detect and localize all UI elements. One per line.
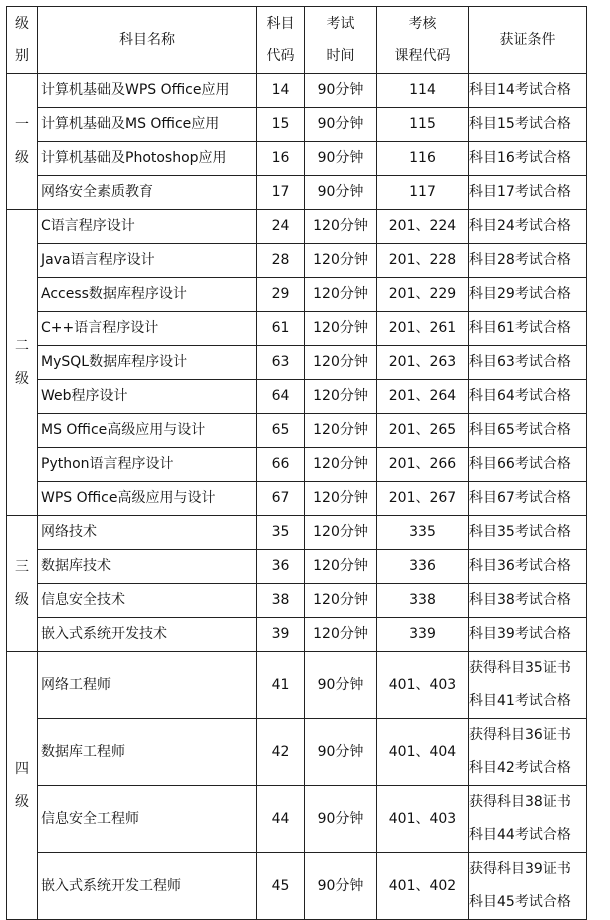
subject-code: 63 — [257, 346, 305, 380]
cert-condition-line: 获得科目36证书 — [469, 727, 571, 743]
subject-name: 信息安全工程师 — [38, 786, 257, 853]
header-condition-line: 获证条件 — [499, 32, 556, 48]
cert-condition — [469, 482, 587, 516]
table-row — [7, 176, 587, 210]
table-row — [7, 550, 587, 584]
core-course-code: 201、267 — [377, 482, 469, 516]
subject-name: Web程序设计 — [38, 380, 257, 414]
exam-subjects-table — [6, 6, 587, 920]
subject-name: 信息安全技术 — [38, 584, 257, 618]
subject-code: 42 — [257, 719, 305, 786]
subject-code: 14 — [257, 74, 305, 108]
header-name — [38, 7, 257, 74]
core-course-code: 338 — [377, 584, 469, 618]
header-code — [257, 7, 305, 74]
subject-code: 28 — [257, 244, 305, 278]
table-row — [7, 482, 587, 516]
exam-time: 120分钟 — [305, 244, 377, 278]
cert-condition-line: 科目45考试合格 — [469, 894, 571, 910]
cert-condition — [469, 346, 587, 380]
level-label: 级 — [15, 370, 29, 387]
cert-condition — [469, 584, 587, 618]
table-row — [7, 584, 587, 618]
table-row — [7, 652, 587, 719]
subject-code: 15 — [257, 108, 305, 142]
subject-code: 38 — [257, 584, 305, 618]
exam-time: 90分钟 — [305, 719, 377, 786]
cert-condition — [469, 448, 587, 482]
subject-code: 44 — [257, 786, 305, 853]
exam-time: 90分钟 — [305, 652, 377, 719]
table-row — [7, 346, 587, 380]
core-course-code: 201、229 — [377, 278, 469, 312]
core-course-code: 201、263 — [377, 346, 469, 380]
core-course-code: 339 — [377, 618, 469, 652]
cert-condition — [469, 380, 587, 414]
subject-code: 41 — [257, 652, 305, 719]
exam-time: 90分钟 — [305, 786, 377, 853]
cert-condition — [469, 176, 587, 210]
subject-name: 数据库技术 — [38, 550, 257, 584]
exam-time: 120分钟 — [305, 312, 377, 346]
subject-code: 35 — [257, 516, 305, 550]
cert-condition-line: 获得科目38证书 — [469, 794, 571, 810]
level-cell — [7, 74, 38, 210]
core-course-code: 201、224 — [377, 210, 469, 244]
subject-code: 36 — [257, 550, 305, 584]
subject-name: Java语言程序设计 — [38, 244, 257, 278]
subject-name: 网络技术 — [38, 516, 257, 550]
subject-code: 16 — [257, 142, 305, 176]
subject-name: 计算机基础及MS Office应用 — [38, 108, 257, 142]
subject-name: 计算机基础及WPS Office应用 — [38, 74, 257, 108]
exam-time: 120分钟 — [305, 380, 377, 414]
exam-time: 120分钟 — [305, 346, 377, 380]
cert-condition-line: 科目41考试合格 — [469, 693, 571, 709]
table-row — [7, 142, 587, 176]
exam-time: 120分钟 — [305, 278, 377, 312]
subject-code: 64 — [257, 380, 305, 414]
exam-time: 90分钟 — [305, 142, 377, 176]
level-label: 级 — [15, 149, 29, 166]
cert-condition-line: 科目16考试合格 — [469, 150, 571, 166]
level-label: 级 — [15, 591, 29, 608]
table-row — [7, 108, 587, 142]
cert-condition — [469, 312, 587, 346]
cert-condition-line: 科目15考试合格 — [469, 116, 571, 132]
exam-time: 120分钟 — [305, 448, 377, 482]
level-label: 四 — [15, 760, 29, 777]
subject-name: MySQL数据库程序设计 — [38, 346, 257, 380]
level-cell — [7, 652, 38, 920]
cert-condition-line: 科目44考试合格 — [469, 827, 571, 843]
subject-name: 计算机基础及Photoshop应用 — [38, 142, 257, 176]
subject-code: 67 — [257, 482, 305, 516]
header-row — [7, 7, 587, 74]
cert-condition-line: 科目61考试合格 — [469, 320, 571, 336]
subject-code: 24 — [257, 210, 305, 244]
cert-condition-line: 科目39考试合格 — [469, 626, 571, 642]
header-core-line: 考核 — [408, 16, 437, 32]
header-level — [7, 7, 38, 74]
core-course-code: 114 — [377, 74, 469, 108]
cert-condition — [469, 719, 587, 786]
header-time — [305, 7, 377, 74]
header-time-line: 考试 — [326, 16, 355, 32]
table-row — [7, 210, 587, 244]
level-cell — [7, 210, 38, 516]
cert-condition-line: 科目66考试合格 — [469, 456, 571, 472]
cert-condition — [469, 618, 587, 652]
header-core-line: 课程代码 — [394, 48, 451, 64]
core-course-code: 115 — [377, 108, 469, 142]
level-label: 二 — [15, 337, 29, 354]
subject-name: 网络工程师 — [38, 652, 257, 719]
cert-condition — [469, 550, 587, 584]
cert-condition — [469, 414, 587, 448]
core-course-code: 201、261 — [377, 312, 469, 346]
table-row — [7, 74, 587, 108]
table-header — [7, 7, 587, 74]
subject-code: 65 — [257, 414, 305, 448]
table-row — [7, 414, 587, 448]
core-course-code: 201、264 — [377, 380, 469, 414]
header-time-line: 时间 — [326, 48, 355, 64]
header-name-line: 科目名称 — [119, 32, 175, 48]
level-label: 三 — [15, 558, 29, 575]
subject-code: 29 — [257, 278, 305, 312]
core-course-code: 201、228 — [377, 244, 469, 278]
cert-condition-line: 科目35考试合格 — [469, 524, 571, 540]
core-course-code: 116 — [377, 142, 469, 176]
level-label: 级 — [15, 793, 29, 810]
core-course-code: 336 — [377, 550, 469, 584]
subject-name: Python语言程序设计 — [38, 448, 257, 482]
exam-time: 120分钟 — [305, 584, 377, 618]
cert-condition — [469, 652, 587, 719]
cert-condition — [469, 142, 587, 176]
cert-condition-line: 科目17考试合格 — [469, 184, 571, 200]
cert-condition-line: 科目29考试合格 — [469, 286, 571, 302]
cert-condition-line: 科目36考试合格 — [469, 558, 571, 574]
exam-time: 120分钟 — [305, 618, 377, 652]
subject-name: C++语言程序设计 — [38, 312, 257, 346]
subject-code: 17 — [257, 176, 305, 210]
header-code-line: 代码 — [266, 48, 295, 64]
core-course-code: 401、403 — [377, 786, 469, 853]
subject-name: Access数据库程序设计 — [38, 278, 257, 312]
table-row — [7, 516, 587, 550]
table-row — [7, 448, 587, 482]
core-course-code: 401、403 — [377, 652, 469, 719]
subject-code: 66 — [257, 448, 305, 482]
cert-condition-line: 科目42考试合格 — [469, 760, 571, 776]
table-row — [7, 719, 587, 786]
cert-condition-line: 科目24考试合格 — [469, 218, 571, 234]
cert-condition-line: 科目28考试合格 — [469, 252, 571, 268]
header-code-line: 科目 — [266, 16, 295, 32]
subject-name: MS Office高级应用与设计 — [38, 414, 257, 448]
cert-condition — [469, 244, 587, 278]
cert-condition — [469, 278, 587, 312]
subject-code: 45 — [257, 853, 305, 920]
subject-code: 61 — [257, 312, 305, 346]
table-row — [7, 853, 587, 920]
core-course-code: 401、404 — [377, 719, 469, 786]
header-condition — [469, 7, 587, 74]
subject-name: 嵌入式系统开发技术 — [38, 618, 257, 652]
table-body — [7, 74, 587, 920]
table-row — [7, 380, 587, 414]
exam-time: 120分钟 — [305, 414, 377, 448]
cert-condition-line: 获得科目39证书 — [469, 861, 571, 877]
table-row — [7, 618, 587, 652]
subject-code: 39 — [257, 618, 305, 652]
cert-condition-line: 科目38考试合格 — [469, 592, 571, 608]
cert-condition — [469, 786, 587, 853]
cert-condition-line: 科目65考试合格 — [469, 422, 571, 438]
cert-condition-line: 科目64考试合格 — [469, 388, 571, 404]
cert-condition — [469, 74, 587, 108]
exam-time: 90分钟 — [305, 176, 377, 210]
core-course-code: 335 — [377, 516, 469, 550]
exam-time: 90分钟 — [305, 108, 377, 142]
header-core — [377, 7, 469, 74]
cert-condition — [469, 516, 587, 550]
cert-condition-line: 科目14考试合格 — [469, 82, 571, 98]
exam-time: 120分钟 — [305, 210, 377, 244]
subject-name: 网络安全素质教育 — [38, 176, 257, 210]
exam-time: 90分钟 — [305, 853, 377, 920]
table-row — [7, 312, 587, 346]
level-cell — [7, 516, 38, 652]
exam-time: 90分钟 — [305, 74, 377, 108]
core-course-code: 201、265 — [377, 414, 469, 448]
core-course-code: 201、266 — [377, 448, 469, 482]
cert-condition — [469, 853, 587, 920]
table-row — [7, 278, 587, 312]
exam-time: 120分钟 — [305, 550, 377, 584]
subject-name: 嵌入式系统开发工程师 — [38, 853, 257, 920]
table-row — [7, 786, 587, 853]
cert-condition-line: 科目67考试合格 — [469, 490, 571, 506]
cert-condition — [469, 108, 587, 142]
cert-condition — [469, 210, 587, 244]
exam-time: 120分钟 — [305, 516, 377, 550]
core-course-code: 401、402 — [377, 853, 469, 920]
subject-name: C语言程序设计 — [38, 210, 257, 244]
exam-time: 120分钟 — [305, 482, 377, 516]
cert-condition-line: 获得科目35证书 — [469, 660, 571, 676]
subject-name: WPS Office高级应用与设计 — [38, 482, 257, 516]
subject-name: 数据库工程师 — [38, 719, 257, 786]
header-level-line: 别 — [15, 48, 29, 64]
header-level-line: 级 — [15, 16, 29, 32]
core-course-code: 117 — [377, 176, 469, 210]
level-label: 一 — [15, 116, 29, 133]
cert-condition-line: 科目63考试合格 — [469, 354, 571, 370]
table-row — [7, 244, 587, 278]
